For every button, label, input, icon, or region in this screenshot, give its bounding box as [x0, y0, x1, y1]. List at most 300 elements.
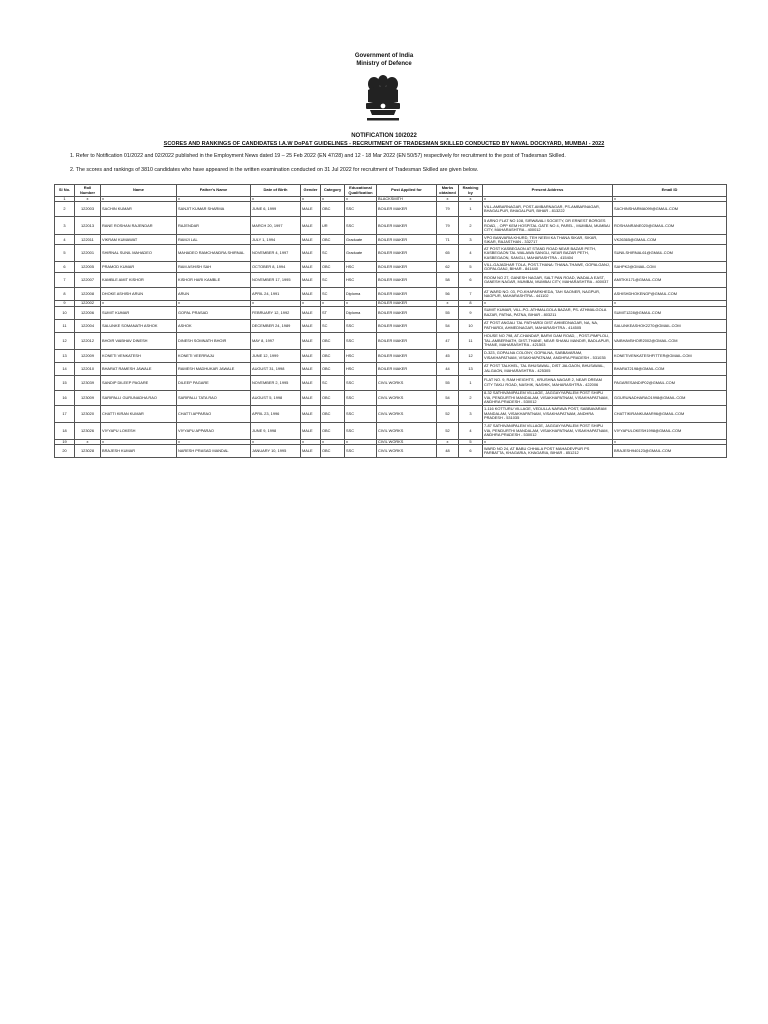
table-cell: 122002 [75, 301, 101, 306]
table-row [55, 288, 727, 301]
table-cell: x [301, 301, 321, 306]
table-cell: MALE [301, 235, 321, 245]
table-cell: x [101, 439, 177, 444]
table-cell: 18 [55, 422, 75, 439]
column-header: Roll Number [75, 185, 101, 197]
table-cell: ROSHANRANE020@GMAIL.COM [613, 217, 727, 235]
table-cell: 54 [437, 319, 459, 332]
table-cell: ROOM NO 27, GANESH NAGAR, SALT PAN ROAD, WADALA EAST, GANESH NAGAR, MUMBAI, MUMBAI CITY, MAHARASHTRA - 400037 [483, 273, 613, 288]
column-header: Sl No. [55, 185, 75, 197]
table-cell: 122013 [75, 217, 101, 235]
table-cell: NOVEMBER 4, 1997 [251, 245, 301, 262]
table-cell: 122008 [75, 288, 101, 301]
table-row [55, 262, 727, 273]
table-cell: RAM ASHISH SAH [177, 262, 251, 273]
table-cell: x [177, 301, 251, 306]
table-cell: BOILER MAKER [377, 288, 437, 301]
table-cell: 1 [459, 375, 483, 390]
table-cell: x [75, 197, 101, 202]
table-cell: D-323, GOPALNA COLONY, GOPALNA, SABBAVARAM, VISAKHAPATNAM, VISAKHAPATNAM, ANDHRA PRADESH - 531035 [483, 349, 613, 362]
table-cell: 1 [459, 202, 483, 217]
table-cell: 52 [437, 422, 459, 439]
table-cell: x [437, 197, 459, 202]
table-cell: SC [321, 273, 345, 288]
table-cell: SARIPALLI TATA RAO [177, 390, 251, 405]
table-cell: x [301, 439, 321, 444]
header-line-2: Ministry of Defence [356, 61, 412, 67]
table-cell: 15 [55, 375, 75, 390]
table-cell: OBC [321, 262, 345, 273]
table-cell: 123020 [75, 405, 101, 422]
table-cell: x [483, 439, 613, 444]
table-row [55, 375, 727, 390]
table-cell: JUNE 12, 1999 [251, 349, 301, 362]
table-cell: x [101, 197, 177, 202]
table-cell: 5 ARNO FLAT NO 108, SIRWAVALI SOCIETY, DR ERNEST BORGES ROAD, , OPP KEM HOSPITAL GATE NO 4, PAREL , MUMBAI, MUMBAI CITY, MAHARASHTRA - 400012 [483, 217, 613, 235]
table-cell: SANJIT KUMAR SHARMA [177, 202, 251, 217]
table-cell: x [251, 439, 301, 444]
table-cell: BOILER MAKER [377, 362, 437, 375]
table-cell: SC [321, 288, 345, 301]
table-cell: 122001 [75, 245, 101, 262]
table-cell: ASHISHDHOKENGP@GMAIL.COM [613, 288, 727, 301]
table-cell: 55 [437, 306, 459, 319]
table-cell: SALUNKEASHOK2270@GMAIL.COM [613, 319, 727, 332]
column-header: Ranking by [459, 185, 483, 197]
table-cell: 122003 [75, 202, 101, 217]
table-cell: SC [321, 319, 345, 332]
table-cell: 19 [55, 439, 75, 444]
table-cell: FEBRUARY 12, 1992 [251, 306, 301, 319]
table-cell: 56 [437, 288, 459, 301]
table-cell: PAGARESANDIP02@GMAIL.COM [613, 375, 727, 390]
table-cell: NARESH PRASAD MANDAL [177, 445, 251, 458]
table-cell: 6 [55, 262, 75, 273]
table-cell: 4 [459, 422, 483, 439]
table-cell: 5 [459, 439, 483, 444]
table-cell: 17 [55, 405, 75, 422]
table-cell: MALE [301, 306, 321, 319]
table-row [55, 390, 727, 405]
table-cell: JULY 1, 1994 [251, 235, 301, 245]
table-cell: 47 [437, 332, 459, 349]
table-cell: SAHPK2@GMAIL.COM [613, 262, 727, 273]
table-cell: SACHINSHARMA099@GMAIL.COM [613, 202, 727, 217]
table-cell: x [483, 301, 613, 306]
table-row [55, 319, 727, 332]
table-cell: MARCH 20, 1997 [251, 217, 301, 235]
national-emblem-icon [356, 72, 410, 128]
table-cell: VIYYAPULOKESH1998@GMAIL.COM [613, 422, 727, 439]
table-cell: 122004 [75, 319, 101, 332]
table-cell: NOVEMBER 2, 1995 [251, 375, 301, 390]
table-cell: VIKRAM KUMAWAT [101, 235, 177, 245]
table-cell: 123028 [75, 445, 101, 458]
table-cell: VILL-GAJADHAR TOLA, POST-THANA: THANA-THAWE, GOPALGANJ, GOPALGANJ, BIHAR - 841440 [483, 262, 613, 273]
table-row [55, 362, 727, 375]
table-cell: BHARAT RAMESH JAWALE [101, 362, 177, 375]
table-cell: 123026 [75, 422, 101, 439]
table-cell: VPO BANVARIA KHURD, TEH NEEM KA THANA SIKAR, SIKAR, SIKAR, RAJASTHAN - 332717 [483, 235, 613, 245]
table-cell: x [613, 439, 727, 444]
table-cell: BRAJESH940123@GMAIL.COM [613, 445, 727, 458]
table-cell: AUGUST 31, 1998 [251, 362, 301, 375]
table-cell: SSC [345, 319, 377, 332]
table-cell: CHATTI KIRAN KUMAR [101, 405, 177, 422]
table-cell: SSC [345, 445, 377, 458]
table-cell: KONETI VEERRAJU [177, 349, 251, 362]
table-cell: VK26365@GMAIL.COM [613, 235, 727, 245]
table-cell: MALE [301, 288, 321, 301]
table-cell: OBC [321, 349, 345, 362]
table-cell: 10 [459, 319, 483, 332]
table-cell: BHOIR VAIBHAV DINESH [101, 332, 177, 349]
table-cell: 9 [459, 306, 483, 319]
table-cell: 122011 [75, 235, 101, 245]
table-cell: 8-32 SATHIVANIPALEM VILLAGE, JAGGAYYAPALEM POST SHIPU VIA, PENDURTHI MANDALAM, VISAKHAPATNAM, VISAKHAPATNAM, ANDHRA PRADESH - 530012 [483, 390, 613, 405]
table-cell: PRAMOD KUMAR [101, 262, 177, 273]
table-cell: 122010 [75, 362, 101, 375]
table-cell: 54 [437, 390, 459, 405]
table-cell: x [437, 301, 459, 306]
table-cell: 9 [55, 301, 75, 306]
table-cell: CHATTI APPARAO [177, 405, 251, 422]
table-cell: BLACKSMITH [377, 197, 437, 202]
table-cell: x [75, 439, 101, 444]
table-cell: 12 [459, 349, 483, 362]
table-cell: KAMBLE AMIT KISHOR [101, 273, 177, 288]
table-cell: AMITKK171@GMAIL.COM [613, 273, 727, 288]
table-cell: 7 [55, 273, 75, 288]
column-header: Date of Birth [251, 185, 301, 197]
table-cell: 11 [55, 319, 75, 332]
table-cell: SUNILSHIRNAL61@GMAIL.COM [613, 245, 727, 262]
table-cell: MALE [301, 445, 321, 458]
table-cell: 44 [437, 362, 459, 375]
table-cell: KONETIVENKATESHFITTER@GMAIL.COM [613, 349, 727, 362]
table-cell: SSC [345, 422, 377, 439]
table-row [55, 349, 727, 362]
column-header: Gender [301, 185, 321, 197]
table-cell: BOILER MAKER [377, 245, 437, 262]
table-cell: CIVIL WORKS [377, 375, 437, 390]
table-cell: BOILER MAKER [377, 202, 437, 217]
scores-table [54, 184, 727, 458]
table-cell: OBC [321, 445, 345, 458]
table-cell: MALE [301, 422, 321, 439]
table-cell: VAIBHAVBHOIR2002@GMAIL.COM [613, 332, 727, 349]
table-cell: OCTOBER 8, 1994 [251, 262, 301, 273]
table-cell: OBC [321, 235, 345, 245]
table-cell: 12 [55, 332, 75, 349]
table-cell: 58 [437, 273, 459, 288]
paragraph-2: 2. The scores and rankings of 3810 candidates who have appeared in the written examination conducted on 31 Jul 2022 for recruitment of Tradesman Skilled are given below. [70, 167, 479, 173]
table-cell: BOILER MAKER [377, 332, 437, 349]
table-cell: x [251, 301, 301, 306]
table-cell: SC [321, 245, 345, 262]
notification-number: NOTIFICATION 10/2022 [351, 133, 417, 139]
table-cell: ASHOK [177, 319, 251, 332]
table-cell: x [483, 197, 613, 202]
table-cell: WARD NO 24, AT BABU CHHALA POST MAHADEVPUR PS PARBATTA, KHAGARIA, KHAGARIA, BIHAR - 851212 [483, 445, 613, 458]
table-cell: MALE [301, 332, 321, 349]
table-cell: DECEMBER 24, 1989 [251, 319, 301, 332]
table-cell: 2 [55, 202, 75, 217]
table-cell: 3 [459, 405, 483, 422]
table-cell: MALE [301, 362, 321, 375]
table-cell: AT POST ANGALI TAL PATHARDI DIST AHMEDNAGAR, NA, NA, PATHARDI, AHMEDNAGAR, MAHARASHTRA - 414505 [483, 319, 613, 332]
table-cell: 7 [459, 288, 483, 301]
table-cell: SSC [345, 202, 377, 217]
table-cell: 71 [437, 235, 459, 245]
table-cell: 79 [437, 202, 459, 217]
table-row [55, 332, 727, 349]
document-header [0, 52, 768, 68]
table-cell: Diploma [345, 306, 377, 319]
table-cell: SSC [345, 390, 377, 405]
table-cell: DINESH SOMNATH BHOIR [177, 332, 251, 349]
table-cell: 122007 [75, 273, 101, 288]
table-cell: FLAT NO. 9, RAM HEIGHTS , KRUSHNA NAGAR 2, NEAR DREAM CITY TAKLI ROAD, NASHIK, NASHIK, MAHARASHTRA - 422006 [483, 375, 613, 390]
table-cell: DHOKE ASHISH ARUN [101, 288, 177, 301]
table-cell: OBC [321, 362, 345, 375]
table-cell: MALE [301, 245, 321, 262]
table-cell: OBC [321, 202, 345, 217]
table-cell: x [177, 439, 251, 444]
table-cell: Graduate [345, 245, 377, 262]
table-cell: 122012 [75, 332, 101, 349]
table-cell: CIVIL WORKS [377, 405, 437, 422]
table-cell: HSC [345, 349, 377, 362]
table-cell: KONETI VENKATESH [101, 349, 177, 362]
table-cell: GOPAL PRASAD [177, 306, 251, 319]
table-cell: SC [321, 375, 345, 390]
table-cell: 3 [459, 235, 483, 245]
table-cell: x [345, 301, 377, 306]
table-cell: 52 [437, 405, 459, 422]
table-cell: OBC [321, 390, 345, 405]
table-cell: 45 [437, 349, 459, 362]
table-cell: SUMIT1228@GMAIL.COM [613, 306, 727, 319]
column-header: Marks obtained [437, 185, 459, 197]
column-header: Category [321, 185, 345, 197]
paragraph-1: 1. Refer to Notification 01/2022 and 02/2022 published in the Employment News dated 19 – 25 Feb 2022 (EN 47/28) and 12 - 18 Mar 2022 (EN 50/57) respectively for recruitment to the post of Tradesman Skilled. [70, 153, 566, 159]
table-cell: ST [321, 306, 345, 319]
table-cell: x [301, 197, 321, 202]
table-cell: GGURUNADHARAO1998@GMAIL.COM [613, 390, 727, 405]
table-cell: VIYYAPU LOKESH [101, 422, 177, 439]
table-cell: BOILER MAKER [377, 319, 437, 332]
table-cell: MALE [301, 262, 321, 273]
column-header: Present Address [483, 185, 613, 197]
table-cell: MALE [301, 202, 321, 217]
table-cell: NOVEMBER 17, 1995 [251, 273, 301, 288]
table-cell: 62 [437, 262, 459, 273]
header-line-1: Government of India [354, 53, 414, 59]
table-cell: 2 [459, 390, 483, 405]
column-header: Educational Qualification [345, 185, 377, 197]
table-cell: AT POST KASBEGAON AT STAND ROAD NEAR BAZAR PETH, KASBEGAON TAL WALAWA SANGLI, NEAR BAZAR PETH, KASBEGAON, SANGLI, MAHARASHTRA - 415404 [483, 245, 613, 262]
table-cell: CIVIL WORKS [377, 439, 437, 444]
table-cell: 122009 [75, 349, 101, 362]
table-row [55, 202, 727, 217]
table-cell: x [345, 197, 377, 202]
table-cell: 65 [437, 245, 459, 262]
table-cell: x [321, 197, 345, 202]
table-cell: Diploma [345, 288, 377, 301]
table-cell: 6 [459, 273, 483, 288]
table-cell: AT WARD NO. 03, PO-KHAPARKHEDA, TAH SAONER, NAGPUR, NAGPUR, MAHARASHTRA - 441102 [483, 288, 613, 301]
table-cell: 8 [55, 288, 75, 301]
table-cell: VIYYAPU APPARAO [177, 422, 251, 439]
table-row [55, 245, 727, 262]
table-cell: x [437, 439, 459, 444]
table-cell: x [345, 439, 377, 444]
table-cell: x [101, 301, 177, 306]
table-cell: 79 [437, 217, 459, 235]
table-cell: APRIL 24, 1991 [251, 288, 301, 301]
table-cell: SUMIT KUMAR, VILL-PO- ATHMALGOLA BAZAR, PS- ATHMALGOLA BAZAR, PATNA, PATNA, BIHAR - 803211 [483, 306, 613, 319]
table-cell: x [177, 197, 251, 202]
table-cell: OBC [321, 422, 345, 439]
table-cell: 4 [55, 235, 75, 245]
column-header: Father's Name [177, 185, 251, 197]
table-cell: CIVIL WORKS [377, 390, 437, 405]
table-cell: 7-87 SATHIVANIPALEM VILLAGE, JAGGAYYAPALEM POST SHIPU VIA, PENDURTHI MANDALAM, VISAKHAPATNAM, VISAKHAPATNAM, ANDHRA PRADESH - 530012 [483, 422, 613, 439]
table-row [55, 405, 727, 422]
table-cell: RAMESH MADHUKAR JAWALE [177, 362, 251, 375]
table-cell: OBC [321, 332, 345, 349]
table-cell: 48 [437, 445, 459, 458]
table-cell: 122005 [75, 262, 101, 273]
table-cell: CIVIL WORKS [377, 445, 437, 458]
table-cell: BOILER MAKER [377, 273, 437, 288]
table-cell: 5 [55, 245, 75, 262]
table-cell: Graduate [345, 235, 377, 245]
table-cell: SACHIN KUMAR [101, 202, 177, 217]
column-header: Email ID [613, 185, 727, 197]
table-cell: SANDIP DILEEP PAGARE [101, 375, 177, 390]
table-cell: BOILER MAKER [377, 301, 437, 306]
table-cell: RAJENDAR [177, 217, 251, 235]
table-cell: x [321, 439, 345, 444]
table-cell: 1-116 KOTTURU VILLAGE, VEDULLA NARAVA POST, SABBAVARAM MANDALAM, VISAKHAPATNAM, VISAKHAPATNAM, ANDHRA PRADESH - 531035 [483, 405, 613, 422]
table-cell: SHIRNAL SUNIL MAHADEO [101, 245, 177, 262]
table-cell: 20 [55, 445, 75, 458]
table-cell: 3 [55, 217, 75, 235]
table-cell: BHARAT2198@GMAIL.COM [613, 362, 727, 375]
table-cell: DILEEP PAGARE [177, 375, 251, 390]
table-cell: AUGUST 5, 1998 [251, 390, 301, 405]
table-cell: VILL-AMBARNAGAR, POST-AMBARNAGAR, PS-AMBARNAGAR, BHAGALPUR, BHAGALPUR, BIHAR - 813222 [483, 202, 613, 217]
table-row [55, 217, 727, 235]
table-cell: HSC [345, 273, 377, 288]
column-header: Name [101, 185, 177, 197]
table-cell: KISHOR HARI KAMBLE [177, 273, 251, 288]
table-cell: SARIPALLI GURUNADHA RAO [101, 390, 177, 405]
table-cell: MALE [301, 273, 321, 288]
table-cell: MALE [301, 390, 321, 405]
table-cell: 11 [459, 332, 483, 349]
table-cell: BOILER MAKER [377, 235, 437, 245]
table-cell: BOILER MAKER [377, 349, 437, 362]
table-cell: BOILER MAKER [377, 262, 437, 273]
table-cell: x [251, 197, 301, 202]
table-cell: SSC [345, 217, 377, 235]
table-cell: MALE [301, 319, 321, 332]
table-cell: SSC [345, 405, 377, 422]
table-cell: x [613, 197, 727, 202]
table-cell: RAMJI LAL [177, 235, 251, 245]
table-cell: OBC [321, 405, 345, 422]
table-cell: 10 [55, 306, 75, 319]
table-cell: JUNE 9, 1998 [251, 422, 301, 439]
table-cell: 122006 [75, 306, 101, 319]
table-cell: 13 [459, 362, 483, 375]
table-cell: CHATTIKIRANKUMAR96@GMAIL.COM [613, 405, 727, 422]
table-cell: MALE [301, 405, 321, 422]
table-cell: 6 [459, 445, 483, 458]
table-cell: BOILER MAKER [377, 217, 437, 235]
table-cell: SSC [345, 375, 377, 390]
table-cell: AT POST TALKHEL, TAL BHUSAWAL, DIST JALGAON, BHUSAWAL, JALGAON, MAHARASHTRA - 425305 [483, 362, 613, 375]
table-cell: 16 [55, 390, 75, 405]
table-cell: JANUARY 10, 1995 [251, 445, 301, 458]
table-cell: MAY 8, 1997 [251, 332, 301, 349]
table-cell: MALE [301, 349, 321, 362]
table-cell: JUNE 6, 1999 [251, 202, 301, 217]
table-row [55, 273, 727, 288]
table-row [55, 306, 727, 319]
table-cell: 1 [55, 197, 75, 202]
table-cell: APRIL 23, 1996 [251, 405, 301, 422]
table-cell: UR [321, 217, 345, 235]
table-cell: 14 [55, 362, 75, 375]
table-cell: 13 [55, 349, 75, 362]
table-cell: SSC [345, 332, 377, 349]
table-cell: ARUN [177, 288, 251, 301]
table-cell: BOILER MAKER [377, 306, 437, 319]
table-cell: 123039 [75, 375, 101, 390]
table-cell: MAHADEO RAMCHANDRA SHIRNAL [177, 245, 251, 262]
table-cell: 4 [459, 245, 483, 262]
table-cell: RANE ROSHAN RAJENDAR [101, 217, 177, 235]
table-cell: x [459, 197, 483, 202]
table-row [55, 235, 727, 245]
document-title: SCORES AND RANKINGS OF CANDIDATES I.A.W DoP&T GUIDELINES - RECRUITMENT OF TRADESMAN SKILLED CONDUCTED BY NAVAL DOCKYARD, MUMBAI - 2022 [163, 141, 605, 147]
table-cell: HOUSE NO 798, AT-CHANDAP, BARVI DAM ROAD, , POST-PIMPLOLI, TAL-AMBERNATH, DIST-THANE, NEAR SHANU MANDIR, BADLAPUR, THANE, MAHARASHTRA - 421503 [483, 332, 613, 349]
table-cell: CIVIL WORKS [377, 422, 437, 439]
table-cell: x [613, 301, 727, 306]
table-cell: MALE [301, 217, 321, 235]
table-cell: HSC [345, 362, 377, 375]
table-cell: 123009 [75, 390, 101, 405]
table-row [55, 445, 727, 458]
table-cell: SUMIT KUMAR [101, 306, 177, 319]
table-header-row [55, 185, 727, 197]
table-row [55, 422, 727, 439]
table-cell: SALUNKE SOMANATH ASHOK [101, 319, 177, 332]
table-cell: 8 [459, 301, 483, 306]
column-header: Post Applied for [377, 185, 437, 197]
table-cell: MALE [301, 375, 321, 390]
table-cell: x [321, 301, 345, 306]
table-cell: 5 [459, 262, 483, 273]
table-cell: BRAJESH KUMAR [101, 445, 177, 458]
table-cell: 55 [437, 375, 459, 390]
table-cell: 2 [459, 217, 483, 235]
table-cell: HSC [345, 262, 377, 273]
